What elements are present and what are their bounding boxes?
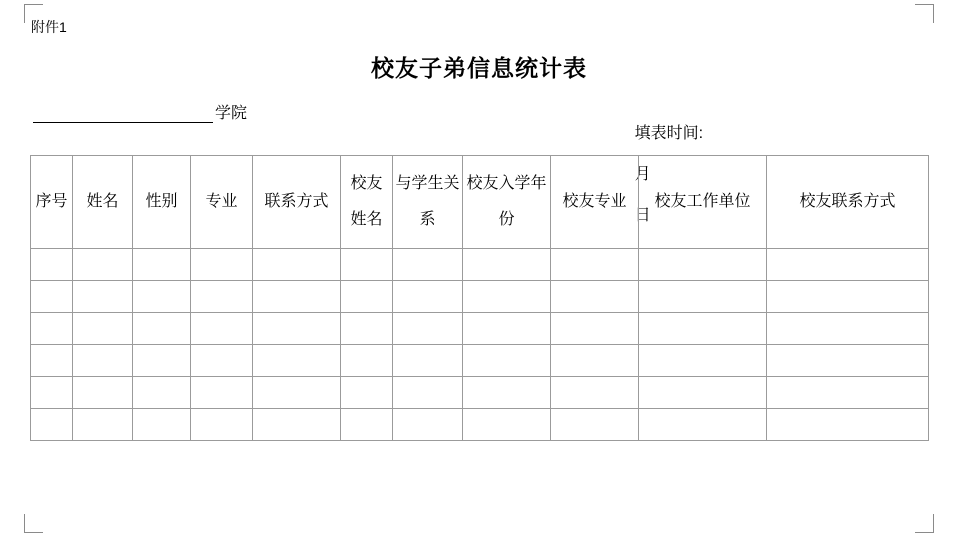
table-cell[interactable] (73, 249, 133, 281)
table-cell[interactable] (767, 409, 929, 441)
table-cell[interactable] (767, 345, 929, 377)
table-header-label: 专业 (205, 193, 238, 210)
table-cell[interactable] (73, 409, 133, 441)
table-cell[interactable] (463, 313, 551, 345)
table-header-cell (133, 156, 191, 249)
table-cell[interactable] (639, 249, 767, 281)
table-cell[interactable] (191, 313, 253, 345)
table-cell[interactable] (73, 345, 133, 377)
table-cell[interactable] (253, 249, 341, 281)
table-cell[interactable] (767, 377, 929, 409)
fill-time-month-label: 月 (634, 166, 651, 183)
table-row (31, 313, 929, 345)
table-cell[interactable] (393, 249, 463, 281)
table-header-cell (639, 156, 767, 249)
table-header-label: 联系方式 (264, 193, 329, 210)
table-cell[interactable] (551, 249, 639, 281)
table-cell[interactable] (639, 345, 767, 377)
crop-mark-top-right-icon (915, 4, 934, 23)
table-cell[interactable] (31, 345, 73, 377)
table-cell[interactable] (767, 281, 929, 313)
table-header-cell (551, 156, 639, 249)
table-cell[interactable] (253, 377, 341, 409)
table-cell[interactable] (639, 281, 767, 313)
fill-time-label: 填表时间: (634, 125, 704, 142)
crop-mark-bottom-left-icon (24, 514, 43, 533)
table-cell[interactable] (767, 249, 929, 281)
table-cell[interactable] (393, 345, 463, 377)
table-header-label: 序号 (35, 193, 68, 210)
table-cell[interactable] (341, 409, 393, 441)
table-cell[interactable] (191, 409, 253, 441)
table-header-cell (73, 156, 133, 249)
crop-mark-bottom-right-icon (915, 514, 934, 533)
table-cell[interactable] (191, 281, 253, 313)
college-blank-underline (33, 106, 213, 123)
table-cell[interactable] (393, 377, 463, 409)
fill-time-day-label: 日 (634, 207, 651, 224)
table-row (31, 345, 929, 377)
table-row (31, 377, 929, 409)
table-cell[interactable] (393, 409, 463, 441)
table-cell[interactable] (191, 345, 253, 377)
table-header-row (31, 156, 929, 249)
page-title: 校友子弟信息统计表 (371, 55, 587, 81)
table-cell[interactable] (253, 409, 341, 441)
table-header-label: 校友专业 (562, 193, 627, 210)
table-header-label: 与学生关系 (395, 175, 460, 228)
table-cell[interactable] (253, 281, 341, 313)
table-cell[interactable] (639, 409, 767, 441)
table-cell[interactable] (31, 377, 73, 409)
table-cell[interactable] (463, 377, 551, 409)
table-cell[interactable] (191, 249, 253, 281)
table-header-cell (463, 156, 551, 249)
table-cell[interactable] (551, 377, 639, 409)
table-header-cell (191, 156, 253, 249)
table-row (31, 281, 929, 313)
table-header-label: 校友姓名 (350, 175, 383, 228)
table-body (31, 249, 929, 441)
table-cell[interactable] (341, 249, 393, 281)
table-header-cell (341, 156, 393, 249)
table-cell[interactable] (393, 281, 463, 313)
table-cell[interactable] (31, 409, 73, 441)
table-cell[interactable] (767, 313, 929, 345)
table-cell[interactable] (253, 345, 341, 377)
table-cell[interactable] (463, 249, 551, 281)
table-cell[interactable] (639, 313, 767, 345)
table-cell[interactable] (133, 281, 191, 313)
table-header-label: 性别 (145, 193, 178, 210)
table-cell[interactable] (393, 313, 463, 345)
table-row (31, 249, 929, 281)
table-header-label: 校友工作单位 (654, 193, 751, 210)
table-header-cell (393, 156, 463, 249)
table-cell[interactable] (31, 313, 73, 345)
college-field (33, 100, 247, 123)
table-cell[interactable] (31, 249, 73, 281)
table-header-label: 姓名 (86, 193, 119, 210)
table-cell[interactable] (31, 281, 73, 313)
table-cell[interactable] (133, 409, 191, 441)
table-cell[interactable] (551, 409, 639, 441)
table-cell[interactable] (133, 313, 191, 345)
table-header-cell (31, 156, 73, 249)
table-cell[interactable] (463, 345, 551, 377)
table-header-cell (253, 156, 341, 249)
table-cell[interactable] (73, 281, 133, 313)
table-row (31, 409, 929, 441)
table-cell[interactable] (253, 313, 341, 345)
table-cell[interactable] (191, 377, 253, 409)
table-cell[interactable] (133, 345, 191, 377)
table-cell[interactable] (341, 377, 393, 409)
table-cell[interactable] (341, 281, 393, 313)
attachment-label: 附件1 (31, 19, 67, 35)
alumni-children-info-table (30, 155, 929, 441)
table-cell[interactable] (341, 313, 393, 345)
table-cell[interactable] (463, 409, 551, 441)
table-cell[interactable] (463, 281, 551, 313)
table-cell[interactable] (133, 249, 191, 281)
table-cell[interactable] (73, 313, 133, 345)
table-header-label: 校友入学年份 (466, 175, 547, 228)
table-cell[interactable] (639, 377, 767, 409)
table-cell[interactable] (551, 345, 639, 377)
table-cell[interactable] (341, 345, 393, 377)
table-cell[interactable] (551, 281, 639, 313)
table-header-cell (767, 156, 929, 249)
table-cell[interactable] (73, 377, 133, 409)
table-cell[interactable] (133, 377, 191, 409)
college-label: 学院 (215, 105, 248, 122)
table-cell[interactable] (551, 313, 639, 345)
table-header-label: 校友联系方式 (799, 193, 896, 210)
